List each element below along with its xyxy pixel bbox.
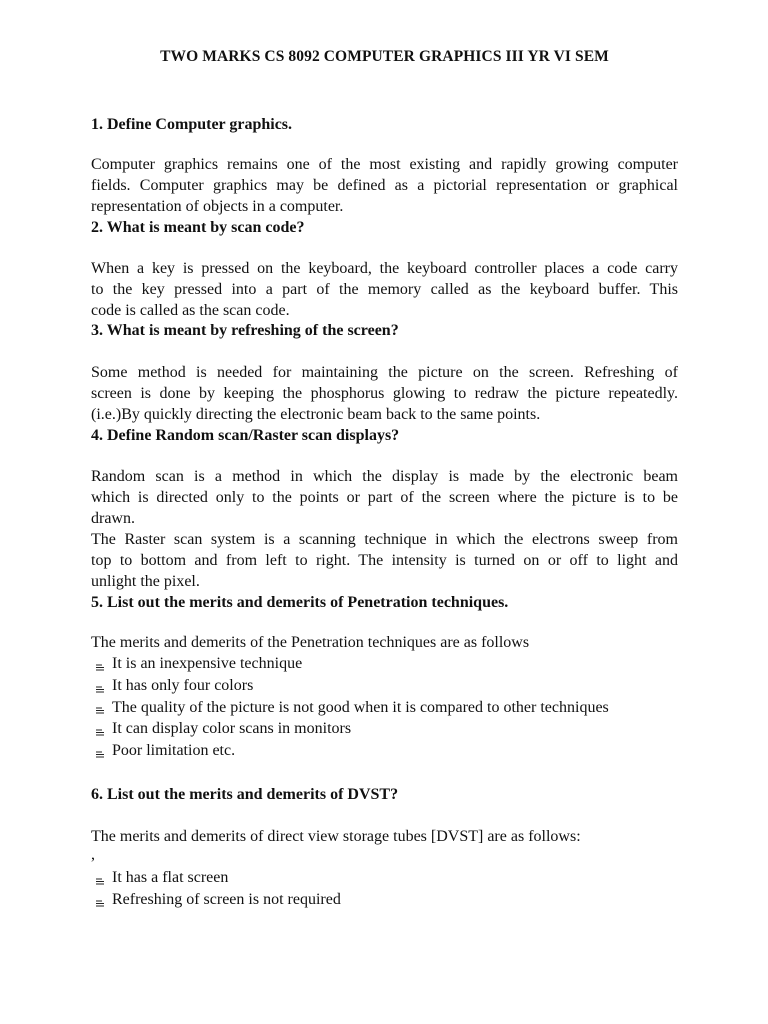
bullet-icon <box>95 663 105 671</box>
question-1-answer <box>91 155 678 217</box>
list-item-text: It has only four colors <box>112 676 254 694</box>
question-6-bullet-list <box>95 867 341 911</box>
list-item <box>95 697 609 719</box>
bullet-icon <box>95 750 105 758</box>
question-6-heading: 6. List out the merits and demerits of DVST? <box>91 786 399 803</box>
list-item <box>95 867 341 889</box>
answer-line: unlight the pixel. <box>91 572 200 590</box>
list-item-text: Refreshing of screen is not required <box>112 890 341 908</box>
list-item <box>95 718 609 740</box>
list-item-text: It can display color scans in monitors <box>112 720 352 738</box>
question-4-raster-scan <box>91 530 678 592</box>
answer-line: representation of objects in a computer. <box>91 197 344 215</box>
question-2-answer <box>91 259 678 321</box>
answer-line: code is called as the scan code. <box>91 301 290 319</box>
list-item-text: It has a flat screen <box>112 869 229 886</box>
answer-line: (i.e.)By quickly directing the electronic beam back to the same points. <box>91 405 541 423</box>
list-item <box>95 675 609 697</box>
bullet-icon <box>95 685 105 693</box>
list-item <box>95 889 341 911</box>
answer-line: which is directed only to the points or part of the screen where the picture is to be <box>91 488 678 506</box>
list-item-text: Poor limitation etc. <box>112 742 236 760</box>
answer-line: Random scan is a method in which the display is made by the electronic beam <box>91 468 678 485</box>
answer-line: fields. Computer graphics may be defined as a pictorial representation or graphical <box>91 176 678 194</box>
question-5-intro: The merits and demerits of the Penetration techniques are as follows <box>91 634 530 651</box>
bullet-icon <box>95 728 105 736</box>
question-5-heading: 5. List out the merits and demerits of Penetration techniques. <box>91 594 509 611</box>
question-2-heading: 2. What is meant by scan code? <box>91 219 305 236</box>
list-item-text: The quality of the picture is not good when it is compared to other techniques <box>112 698 609 716</box>
answer-line: screen is done by keeping the phosphorus glowing to redraw the picture repeatedly. <box>91 384 678 402</box>
stray-comma: , <box>91 846 95 863</box>
list-item <box>95 653 609 675</box>
question-5-bullet-list <box>95 653 609 762</box>
question-3-heading: 3. What is meant by refreshing of the screen? <box>91 322 399 339</box>
answer-line: Computer graphics remains one of the most existing and rapidly growing computer <box>91 156 678 173</box>
document-title: TWO MARKS CS 8092 COMPUTER GRAPHICS III YR VI SEM <box>160 48 609 65</box>
bullet-icon <box>95 899 105 907</box>
answer-line: The Raster scan system is a scanning technique in which the electrons sweep from <box>91 531 678 548</box>
bullet-icon <box>95 877 105 885</box>
answer-line: When a key is pressed on the keyboard, the keyboard controller places a code carry <box>91 260 678 277</box>
question-6-intro: The merits and demerits of direct view storage tubes [DVST] are as follows: <box>91 828 581 845</box>
answer-line: to the key pressed into a part of the memory called as the keyboard buffer. This <box>91 280 678 298</box>
answer-line: drawn. <box>91 509 135 527</box>
list-item-text: It is an inexpensive technique <box>112 655 303 672</box>
question-1-heading: 1. Define Computer graphics. <box>91 116 293 133</box>
question-4-heading: 4. Define Random scan/Raster scan displays? <box>91 427 400 444</box>
bullet-icon <box>95 706 105 714</box>
list-item <box>95 740 609 762</box>
question-3-answer <box>91 363 678 425</box>
question-4-random-scan <box>91 467 678 529</box>
answer-line: top to bottom and from left to right. The intensity is turned on or off to light and <box>91 551 678 569</box>
answer-line: Some method is needed for maintaining the picture on the screen. Refreshing of <box>91 364 678 381</box>
